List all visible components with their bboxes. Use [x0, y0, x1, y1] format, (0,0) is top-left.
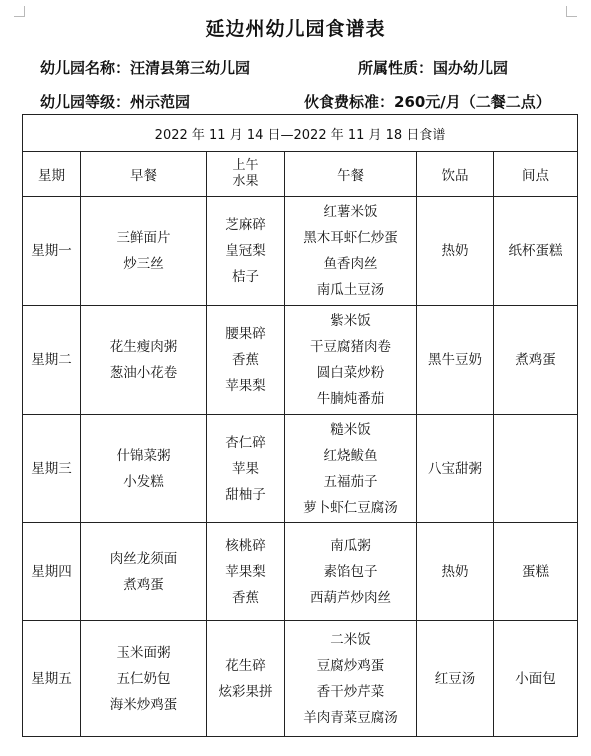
menu-item: 红豆汤 — [434, 670, 476, 687]
menu-item: 二米饭 — [330, 631, 371, 648]
drink-cell — [417, 306, 494, 415]
day-cell: 星期四 — [23, 523, 81, 621]
menu-item: 香蕉 — [232, 589, 259, 606]
menu-item: 五仁奶包 — [116, 670, 171, 687]
lunch-cell — [285, 415, 417, 523]
menu-item: 花生碎 — [225, 657, 266, 674]
menu-item: 海米炒鸡蛋 — [109, 696, 178, 713]
drink-cell — [417, 415, 494, 523]
menu-item: 煮鸡蛋 — [515, 352, 556, 368]
menu-item: 鱼香肉丝 — [323, 256, 378, 272]
table-row — [23, 306, 578, 415]
kindergarten-name: 幼儿园名称：汪清县第三幼儿园 — [40, 59, 251, 77]
menu-item: 羊肉青菜豆腐汤 — [303, 709, 398, 726]
menu-table — [22, 114, 578, 737]
menu-item: 煮鸡蛋 — [123, 576, 164, 593]
menu-item: 小发糕 — [123, 473, 164, 490]
lunch-cell — [285, 523, 417, 621]
menu-item: 萝卜虾仁豆腐汤 — [303, 499, 398, 516]
breakfast-cell — [81, 523, 207, 621]
header-drink: 饮品 — [417, 152, 494, 197]
drink-cell — [417, 197, 494, 306]
menu-item: 红烧鲅鱼 — [323, 447, 378, 464]
menu-item: 花生瘦肉粥 — [109, 339, 178, 355]
menu-item: 西葫芦炒肉丝 — [310, 589, 391, 606]
menu-item: 南瓜粥 — [330, 537, 371, 554]
menu-item: 热奶 — [441, 243, 469, 259]
menu-item: 香蕉 — [232, 352, 259, 368]
breakfast-cell — [81, 197, 207, 306]
menu-item: 皇冠梨 — [225, 243, 266, 259]
day-cell: 星期三 — [23, 415, 81, 523]
breakfast-cell — [81, 306, 207, 415]
day-cell: 星期二 — [23, 306, 81, 415]
snack-cell — [494, 197, 578, 306]
drink-cell — [417, 523, 494, 621]
menu-item: 蛋糕 — [522, 563, 549, 580]
header-row — [23, 152, 578, 197]
menu-item: 芝麻碎 — [225, 217, 266, 233]
menu-item: 南瓜土豆汤 — [316, 282, 385, 298]
lunch-cell — [285, 306, 417, 415]
menu-item: 三鲜面片 — [116, 230, 171, 246]
menu-item: 紫米饭 — [330, 313, 371, 329]
menu-item: 玉米面粥 — [116, 644, 171, 661]
menu-item: 八宝甜粥 — [428, 460, 482, 477]
fruit-cell — [207, 523, 285, 621]
header-morning-fruit — [207, 152, 285, 197]
header-morning-fruit-line: 水果 — [232, 174, 259, 189]
menu-item: 苹果梨 — [225, 378, 266, 394]
menu-item: 圆白菜炒粉 — [316, 365, 385, 381]
menu-item: 五福茄子 — [323, 473, 378, 490]
header-lunch: 午餐 — [285, 152, 417, 197]
menu-item: 热奶 — [441, 563, 469, 580]
kindergarten-level: 幼儿园等级：州示范园 — [40, 93, 191, 111]
menu-item: 豆腐炒鸡蛋 — [316, 657, 385, 674]
menu-item: 红薯米饭 — [323, 204, 378, 220]
menu-item: 素馅包子 — [323, 563, 378, 580]
menu-item: 炫彩果拼 — [218, 683, 273, 700]
header-breakfast: 早餐 — [81, 152, 207, 197]
table-row — [23, 415, 578, 523]
kindergarten-nature: 所属性质：国办幼儿园 — [358, 59, 509, 77]
menu-date-range: 2022 年 11 月 14 日—2022 年 11 月 18 日食谱 — [23, 115, 578, 152]
day-cell: 星期五 — [23, 621, 81, 737]
menu-item: 桔子 — [232, 269, 259, 285]
snack-cell — [494, 621, 578, 737]
menu-item: 糙米饭 — [330, 421, 371, 438]
day-cell: 星期一 — [23, 197, 81, 306]
header-morning-fruit-line: 上午 — [232, 158, 259, 173]
menu-item: 牛腩炖番茄 — [316, 391, 385, 407]
menu-item: 黑木耳虾仁炒蛋 — [303, 230, 398, 246]
lunch-cell — [285, 621, 417, 737]
header-snack: 间点 — [494, 152, 578, 197]
snack-cell — [494, 415, 578, 523]
menu-item: 甜柚子 — [225, 486, 266, 503]
table-row — [23, 523, 578, 621]
lunch-cell — [285, 197, 417, 306]
menu-item: 肉丝龙须面 — [109, 550, 178, 567]
menu-item: 苹果 — [232, 460, 259, 477]
header-day: 星期 — [23, 152, 81, 197]
menu-item: 黑牛豆奶 — [428, 352, 482, 368]
menu-item: 香干炒芹菜 — [316, 683, 385, 700]
meal-fee-standard: 伙食费标准：260元/月（二餐二点） — [304, 93, 551, 111]
fruit-cell — [207, 306, 285, 415]
snack-cell — [494, 306, 578, 415]
menu-item: 什锦菜粥 — [116, 447, 171, 464]
drink-cell — [417, 621, 494, 737]
fruit-cell — [207, 621, 285, 737]
menu-item: 小面包 — [515, 670, 556, 687]
breakfast-cell — [81, 621, 207, 737]
fruit-cell — [207, 197, 285, 306]
menu-item: 腰果碎 — [225, 326, 266, 342]
menu-item: 葱油小花卷 — [109, 365, 178, 381]
table-row — [23, 197, 578, 306]
breakfast-cell — [81, 415, 207, 523]
menu-item: 炒三丝 — [123, 256, 164, 272]
menu-item: 苹果梨 — [225, 563, 266, 580]
snack-cell — [494, 523, 578, 621]
document-title: 延边州幼儿园食谱表 — [205, 18, 386, 40]
menu-item: 核桃碎 — [225, 537, 266, 554]
fruit-cell — [207, 415, 285, 523]
menu-item: 纸杯蛋糕 — [508, 243, 563, 259]
menu-item: 干豆腐猪肉卷 — [310, 339, 391, 355]
menu-item: 杏仁碎 — [225, 434, 266, 451]
table-row — [23, 621, 578, 737]
